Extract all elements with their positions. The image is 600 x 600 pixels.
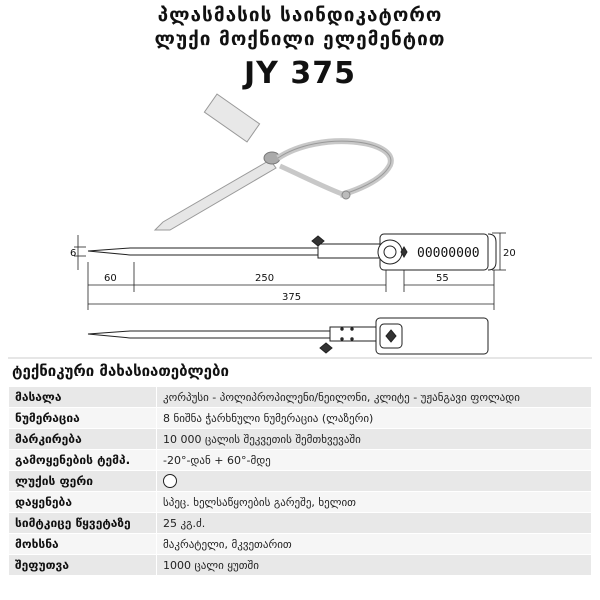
spec-key: მარკირება	[9, 429, 157, 450]
spec-row	[9, 555, 592, 576]
spec-value: სპეც. ხელსაწყოების გარეშე, ხელით	[157, 492, 592, 513]
title-line-1: პლასმასის საინდიკატორო	[157, 4, 443, 26]
spec-row	[9, 450, 592, 471]
spec-row	[9, 408, 592, 429]
serial-number: 00000000	[417, 246, 480, 261]
spec-key: სიმტკიცე წყვეტაზე	[9, 513, 157, 534]
spec-value: მაკრატელი, მკვეთარით	[157, 534, 592, 555]
seal-side-view	[88, 318, 488, 354]
spec-value: 10 000 ცალის შეკვეთის შემთხვევაში	[157, 429, 592, 450]
dim-total: 375	[282, 292, 302, 303]
color-swatch	[163, 474, 177, 488]
spec-key: მოხსნა	[9, 534, 157, 555]
spec-key: მასალა	[9, 387, 157, 408]
dim-thickness: 6	[70, 248, 77, 259]
spec-row	[9, 429, 592, 450]
spec-row	[9, 471, 592, 492]
seal-product-image	[155, 94, 391, 230]
spec-value: -20°-დან + 60°-მდე	[157, 450, 592, 471]
specs-title: ტექნიკური მახასიათებლები	[12, 362, 229, 380]
spec-key: გამოყენების ტემპ.	[9, 450, 157, 471]
spec-key: შეფუთვა	[9, 555, 157, 576]
model-title: JY 375	[244, 56, 356, 91]
spec-value: კორპუსი - პოლიპროპილენი/ნეილონი, კლიტე - უჟანგავი ფოლადი	[157, 387, 592, 408]
spec-row	[9, 387, 592, 408]
spec-row	[9, 513, 592, 534]
dim-body: 55	[436, 273, 449, 284]
spec-value: 1000 ცალი ყუთში	[157, 555, 592, 576]
dim-width: 20	[503, 248, 516, 259]
spec-key: ნუმერაცია	[9, 408, 157, 429]
title-line-2: ლუქი მოქნილი ელემენტით	[154, 28, 446, 50]
dim-strap: 250	[255, 273, 275, 284]
spec-key: დაყენება	[9, 492, 157, 513]
spec-row	[9, 492, 592, 513]
spec-value	[157, 471, 592, 492]
dim-tail: 60	[104, 273, 117, 284]
spec-row	[9, 534, 592, 555]
specs-table	[8, 386, 592, 576]
spec-value: 25 კგ.ძ.	[157, 513, 592, 534]
spec-value: 8 ნიშნა ჭარხნული ნუმერაცია (ლაზერი)	[157, 408, 592, 429]
spec-key: ლუქის ფერი	[9, 471, 157, 492]
